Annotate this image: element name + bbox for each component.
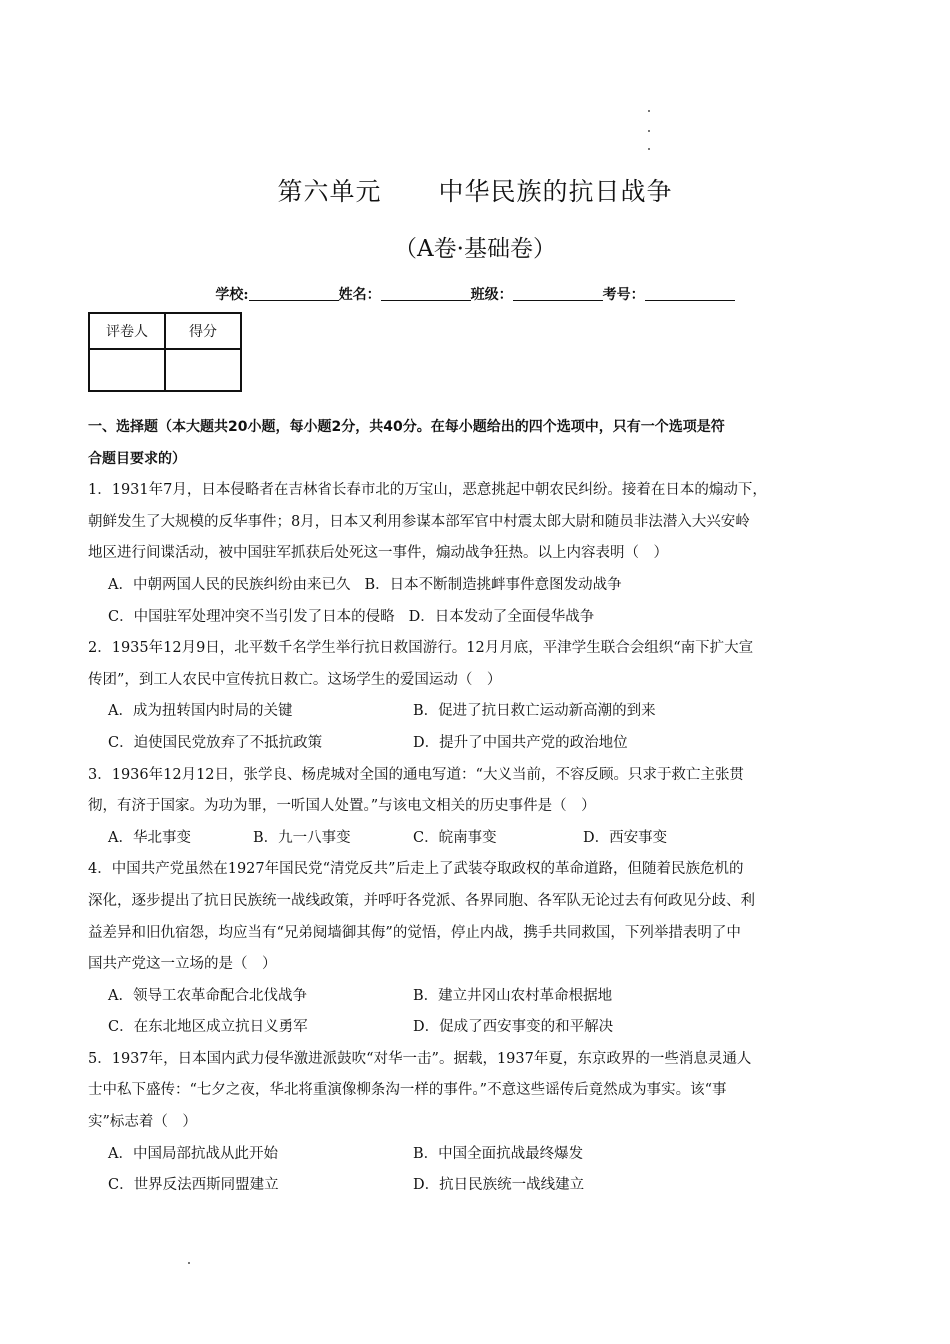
section-heading: 一、选择题（本大题共20小题，每小题2分，共40分。在每小题给出的四个选项中，只有一个选项是符 <box>88 419 725 435</box>
option-a: A．中朝两国人民的民族纠纷由来已久 <box>108 576 351 593</box>
option-a: A．华北事变 <box>108 829 191 846</box>
option-c: C．皖南事变 <box>413 829 497 846</box>
class-blank <box>513 286 603 301</box>
scan-dot <box>188 1262 190 1264</box>
question-text: 朝鲜发生了大规模的反华事件；8月，日本又利用参谋本部军官中村震太郎大尉和随员非法潜入大兴安岭 <box>88 513 750 530</box>
question-1 <box>88 475 863 570</box>
question-text: 益差异和旧仇宿怨，均应当有“兄弟阋墙御其侮”的觉悟，停止内战，携手共同救国，下列举措表明了中 <box>88 924 741 941</box>
option-d: D．抗日民族统一战线建立 <box>413 1177 585 1194</box>
option-b: B．九一八事变 <box>253 829 351 846</box>
question-3 <box>88 760 863 823</box>
option-c: C．世界反法西斯同盟建立 <box>108 1177 279 1194</box>
question-text: 地区进行间谍活动，被中国驻军抓获后处死这一事件，煽动战争狂热。以上内容表明（ ） <box>88 545 668 562</box>
question-text: 5．1937年，日本国内武力侵华激进派鼓吹“对华一击”。据载，1937年夏，东京政界的一些消息灵通人 <box>88 1050 752 1067</box>
page-title: 第六单元 中华民族的抗日战争 <box>277 177 673 206</box>
question-text: 深化，逐步提出了抗日民族统一战线政策，并呼吁各党派、各界同胞、各军队无论过去有何政见分歧、利 <box>88 892 755 909</box>
question-4 <box>88 854 863 980</box>
question-2 <box>88 633 863 696</box>
options-row <box>88 1170 863 1202</box>
name-label: 姓名： <box>338 287 381 303</box>
option-a: A．成为扭转国内时局的关键 <box>108 703 293 720</box>
question-text: 彻，有济于国家。为功为罪，一听国人处置。”与该电文相关的历史事件是（ ） <box>88 798 596 815</box>
question-text: 实”标志着（ ） <box>88 1114 197 1131</box>
question-text: 国共产党这一立场的是（ ） <box>88 956 277 973</box>
option-c: C．迫使国民党放弃了不抵抗政策 <box>108 734 323 751</box>
exam-id-label: 考号： <box>602 287 645 303</box>
options-row <box>88 570 863 602</box>
option-b: B．中国全面抗战最终爆发 <box>413 1145 584 1162</box>
score-cell <box>165 349 241 391</box>
exam-id-blank <box>645 286 735 301</box>
grader-header: 评卷人 <box>89 313 165 349</box>
options-row <box>88 1012 863 1044</box>
option-d: D．西安事变 <box>583 829 668 846</box>
option-b: B．日本不断制造挑衅事件意图发动战争 <box>364 576 622 593</box>
school-label: 学校: <box>215 287 249 303</box>
option-c: C．中国驻军处理冲突不当引发了日本的侵略 <box>108 608 395 625</box>
scan-dot <box>648 110 650 112</box>
school-blank <box>249 286 339 301</box>
grader-cell <box>89 349 165 391</box>
question-text: 传团”，到工人农民中宣传抗日救亡。这场学生的爱国运动（ ） <box>88 671 502 688</box>
scan-dot <box>648 130 650 132</box>
options-row <box>88 981 863 1013</box>
options-row <box>88 602 863 634</box>
score-table <box>88 312 242 392</box>
option-b: B．建立井冈山农村革命根据地 <box>413 987 613 1004</box>
options-row <box>88 823 863 855</box>
class-label: 班级： <box>470 287 513 303</box>
options-row <box>88 1139 863 1171</box>
option-a: A．中国局部抗战从此开始 <box>108 1145 278 1162</box>
option-d: D．促成了西安事变的和平解决 <box>413 1019 614 1036</box>
option-c: C．在东北地区成立抗日义勇军 <box>108 1019 308 1036</box>
options-row <box>88 728 863 760</box>
option-a: A．领导工农革命配合北伐战争 <box>108 987 307 1004</box>
name-blank <box>381 286 471 301</box>
question-5 <box>88 1044 863 1139</box>
question-text: 3．1936年12月12日，张学良、杨虎城对全国的通电写道：“大义当前，不容反顾。只求于救亡主张贯 <box>88 766 744 783</box>
options-row <box>88 696 863 728</box>
option-d: D．提升了中国共产党的政治地位 <box>413 734 628 751</box>
question-text: 1．1931年7月，日本侵略者在吉林省长春市北的万宝山，恶意挑起中朝农民纠纷。接着在日本的煽动下， <box>88 482 767 499</box>
scan-dot <box>648 148 650 150</box>
student-info-line <box>0 284 950 304</box>
section-heading: 合题目要求的） <box>88 450 186 467</box>
question-text: 4．中国共产党虽然在1927年国民党“清党反共”后走上了武装夺取政权的革命道路，但随着民族危机的 <box>88 861 744 878</box>
page-subtitle: （A卷·基础卷） <box>394 236 556 262</box>
score-header: 得分 <box>165 313 241 349</box>
option-d: D．日本发动了全面侵华战争 <box>408 608 595 625</box>
question-text: 士中私下盛传：“七夕之夜，华北将重演像柳条沟一样的事件。”不意这些谣传后竟然成为事实。该“事 <box>88 1082 727 1099</box>
question-content <box>88 412 863 1202</box>
question-text: 2．1935年12月9日，北平数千名学生举行抗日救国游行。12月月底，平津学生联合会组织“南下扩大宣 <box>88 640 754 657</box>
option-b: B．促进了抗日救亡运动新高潮的到来 <box>413 703 656 720</box>
